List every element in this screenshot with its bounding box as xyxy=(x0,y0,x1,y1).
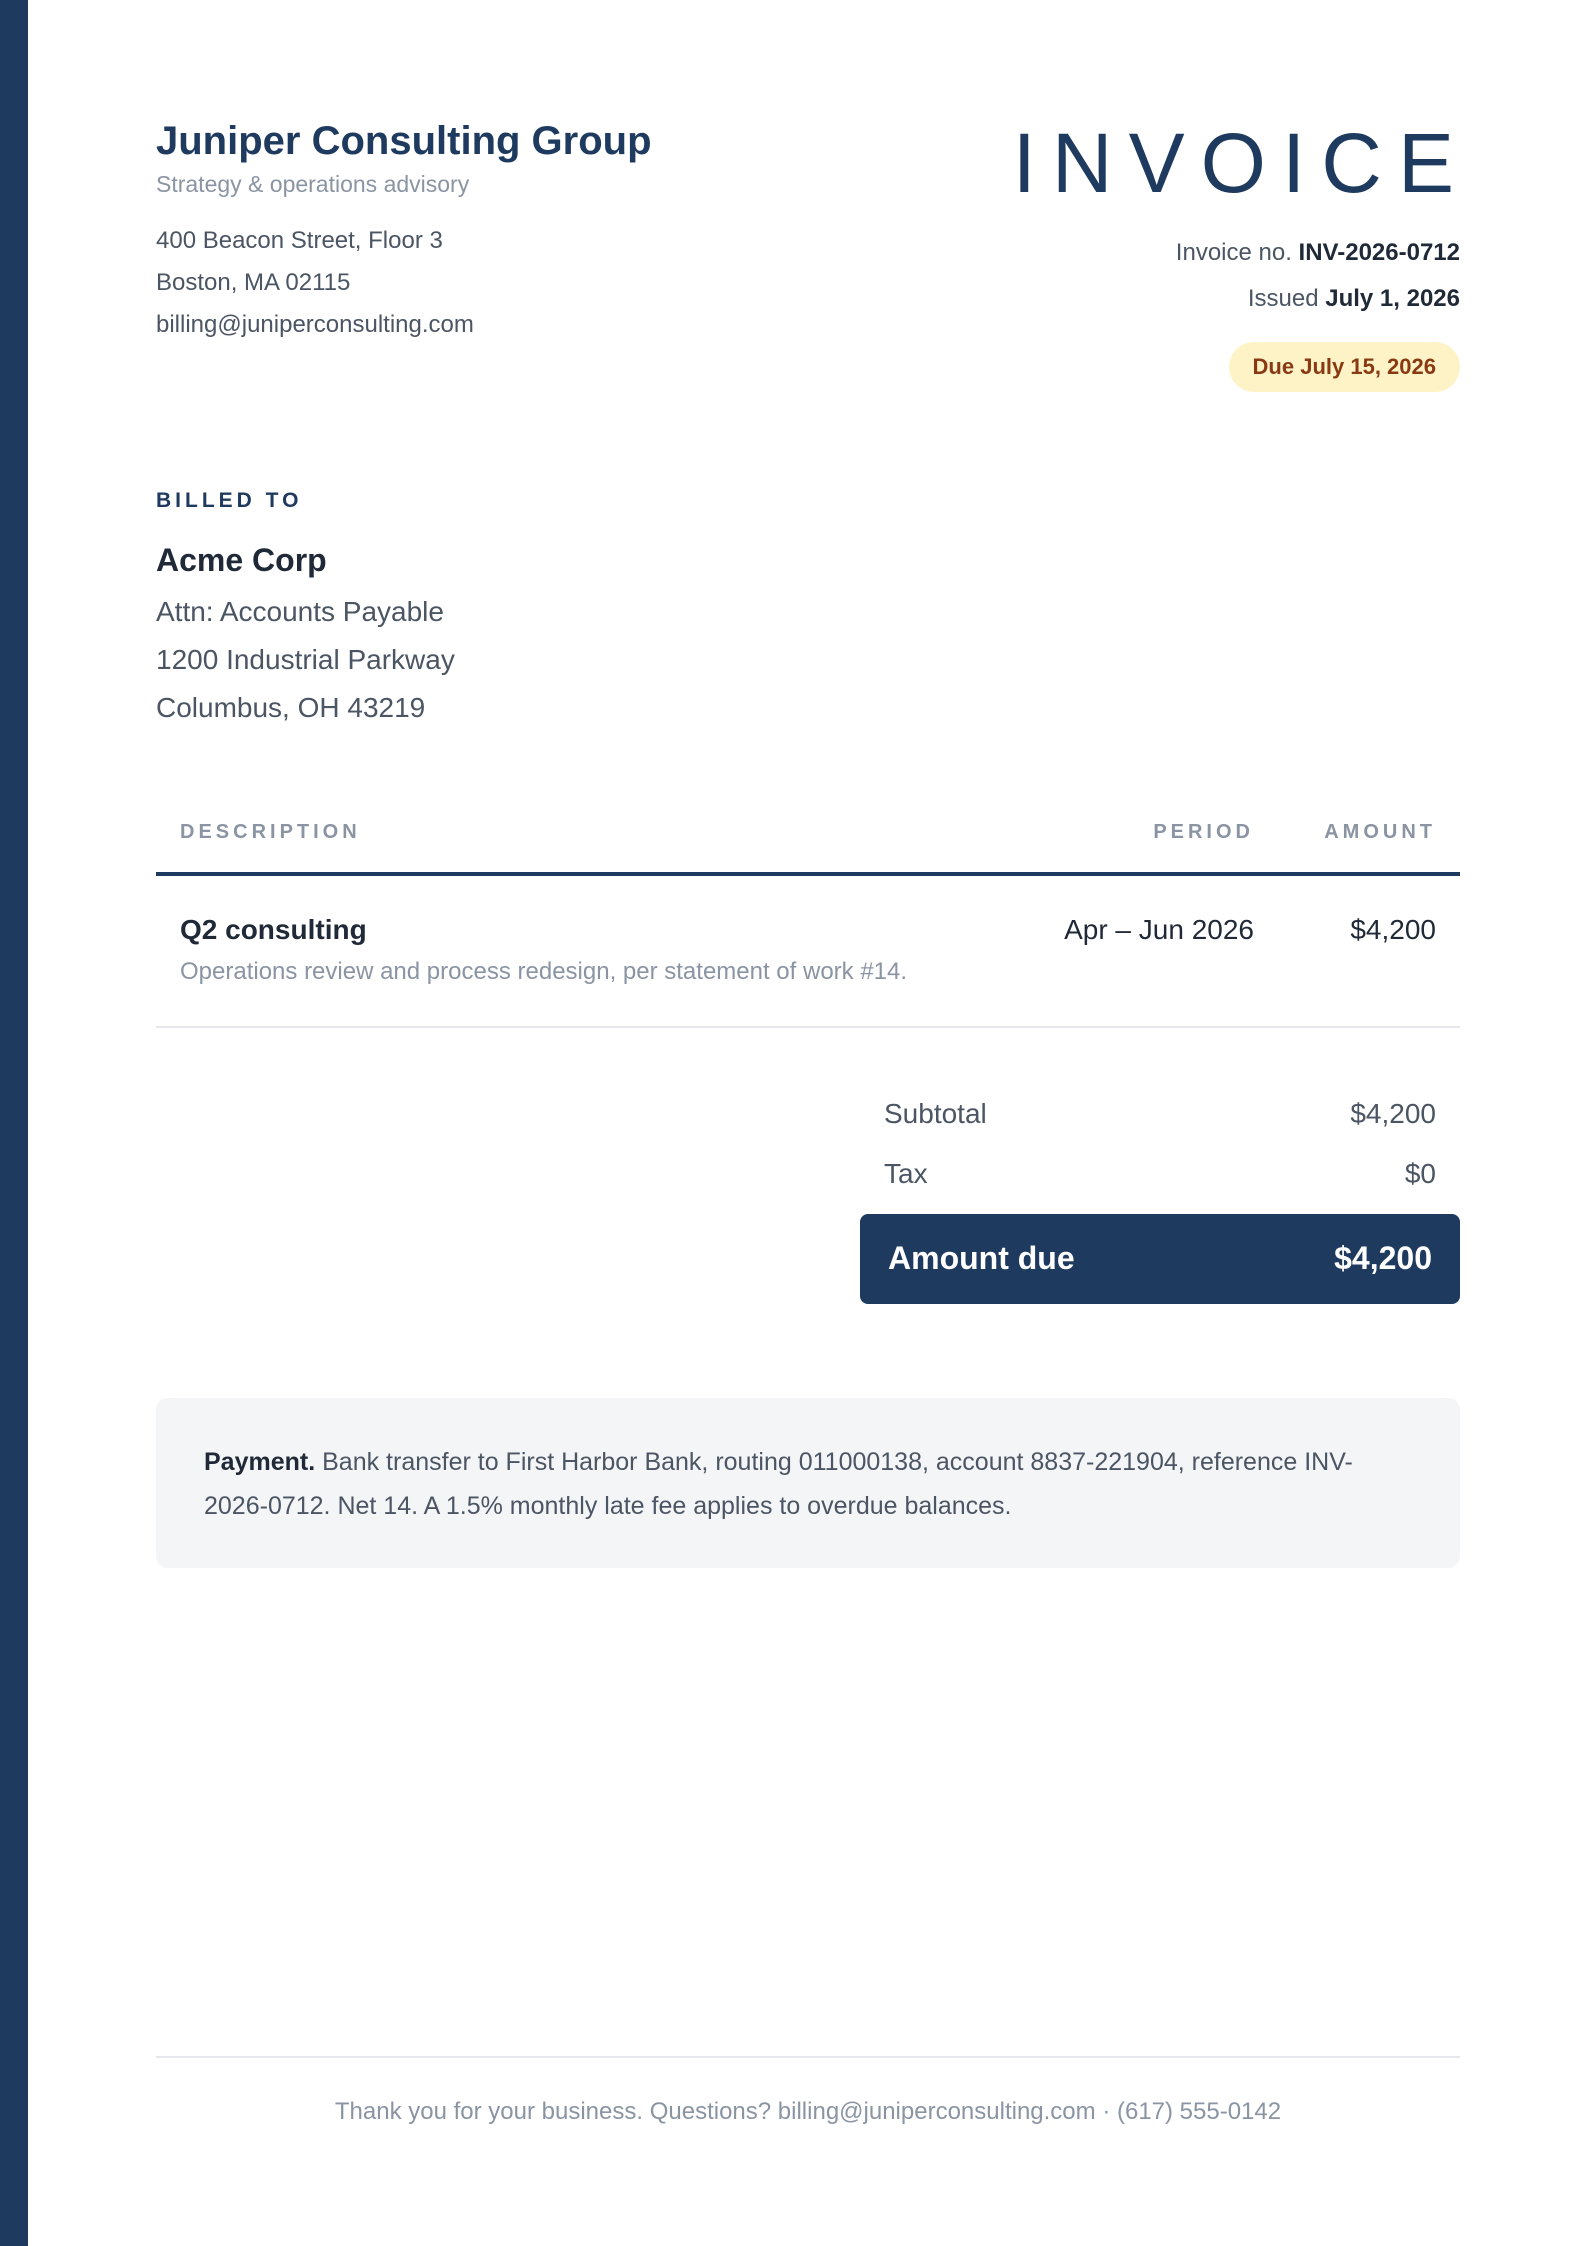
item-title: Q2 consulting xyxy=(180,914,367,945)
table-row xyxy=(156,876,1460,1028)
invoice-header xyxy=(820,116,1470,392)
amount-due-box xyxy=(860,1214,1460,1304)
billed-to-block xyxy=(156,488,455,732)
tax-label: Tax xyxy=(884,1158,928,1189)
sender-block xyxy=(156,118,652,346)
footer-text: Thank you for your business. Questions? billing@juniperconsulting.com · (617) 555-0142 xyxy=(334,2098,1282,2125)
tax-value: $0 xyxy=(1404,1158,1436,1189)
due-date-badge: Due July 15, 2026 xyxy=(1229,342,1460,392)
subtotal-value: $4,200 xyxy=(1350,1098,1436,1129)
amount-due-value: $4,200 xyxy=(1334,1240,1432,1276)
line-items-table xyxy=(156,810,1460,1028)
column-header-amount: AMOUNT xyxy=(1324,821,1436,843)
item-description: Operations review and process redesign, per statement of work #14. xyxy=(180,958,908,985)
payment-label: Payment. xyxy=(204,1448,316,1476)
accent-sidebar-bar xyxy=(0,0,28,2246)
invoice-number-label: Invoice no. xyxy=(1175,239,1292,266)
payment-note xyxy=(156,1398,1460,1568)
column-header-period: PERIOD xyxy=(1153,821,1254,843)
invoice-number-line xyxy=(820,230,1460,276)
client-address-line1: 1200 Industrial Parkway xyxy=(156,644,455,675)
client-attn: Attn: Accounts Payable xyxy=(156,596,444,627)
sender-email: billing@juniperconsulting.com xyxy=(156,311,474,338)
issued-date: July 1, 2026 xyxy=(1325,285,1460,312)
billed-to-label: BILLED TO xyxy=(156,489,303,512)
item-amount: $4,200 xyxy=(1350,914,1436,945)
amount-due-label: Amount due xyxy=(888,1240,1075,1276)
client-address-line2: Columbus, OH 43219 xyxy=(156,692,426,723)
issued-line xyxy=(820,276,1460,322)
subtotal-label: Subtotal xyxy=(884,1098,987,1129)
totals-block xyxy=(860,1088,1460,1304)
column-header-description: DESCRIPTION xyxy=(180,821,361,843)
client-address xyxy=(156,588,455,732)
issued-label: Issued xyxy=(1247,285,1319,312)
footer-divider xyxy=(156,2056,1460,2058)
subtotal-row xyxy=(860,1088,1460,1148)
payment-text: Bank transfer to First Harbor Bank, routing 011000138, account 8837-221904, reference INV-2026-0712. Net 14. A 1.5% monthly late fee applies to overdue balances. xyxy=(204,1448,1353,1520)
company-name: Juniper Consulting Group xyxy=(156,119,652,163)
sender-address-line2: Boston, MA 02115 xyxy=(156,269,351,296)
company-tagline: Strategy & operations advisory xyxy=(156,171,470,197)
tax-row xyxy=(860,1148,1460,1208)
invoice-number: INV-2026-0712 xyxy=(1298,239,1460,266)
client-name: Acme Corp xyxy=(156,542,327,578)
item-period: Apr – Jun 2026 xyxy=(1064,914,1254,945)
invoice-title: INVOICE xyxy=(1012,116,1470,210)
table-header-row xyxy=(156,810,1460,876)
sender-address xyxy=(156,220,652,346)
invoice-page xyxy=(156,0,1470,2246)
sender-address-line1: 400 Beacon Street, Floor 3 xyxy=(156,227,443,254)
